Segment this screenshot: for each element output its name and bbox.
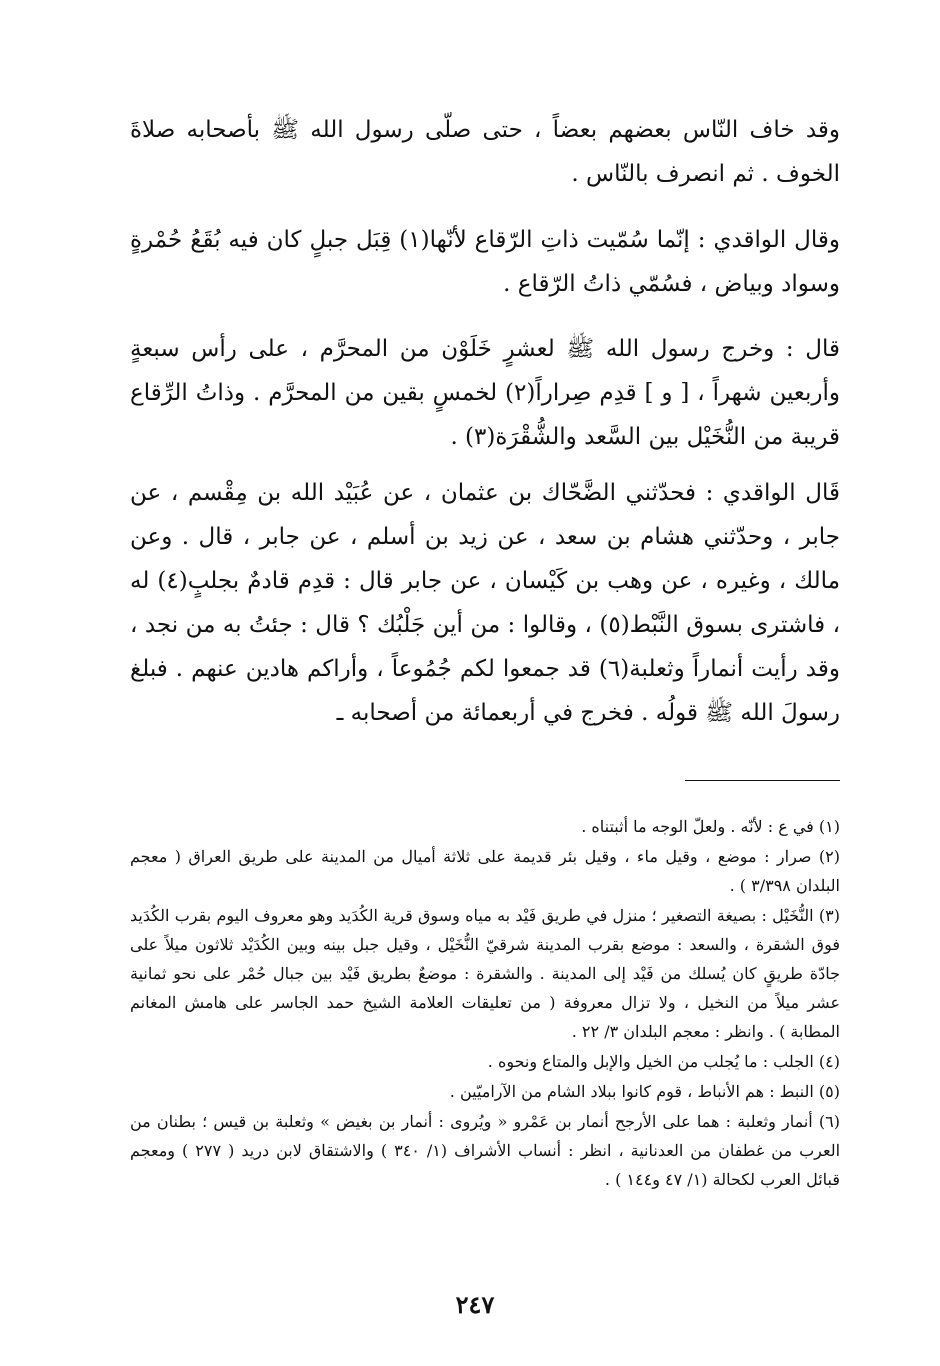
footnote-1: (١) في ع : لأنّه . ولعلّ الوجه ما أثبتناه . bbox=[581, 817, 840, 836]
footnote-2: (٢) صرار : موضع ، وقيل ماء ، وقيل بئر قديمة على ثلاثة أميال من المدينة على طريق العراق ( معجم البلدان ٣/٣٩٨ ) . bbox=[130, 847, 840, 895]
body-paragraph-2 bbox=[130, 218, 840, 306]
paragraph-text: وقد خاف النّاس بعضهم بعضاً ، حتى صلّى رسول الله ﷺ بأصحابه صلاةَ الخوف . ثم انصرف بالنّاس . bbox=[130, 117, 840, 187]
footnotes-section bbox=[130, 812, 840, 1195]
footnote-3: (٣) النُّخَيْل : بصيغة التصغير ؛ منزل في طريق فَيْد به مياه وسوق قرية الكُدَيد وهو معروف اليوم بقرب الكُدَيد فوق الشقرة ، والسعد : موضع بقرب المدينة شرقيّ النُّخَيْل ، وقيل جبل بينه وبين الكُدَيْد ثلاثون ميلاً على جادّة طريقٍ كان يُسلك من فَيْد إلى المدينة . والشقرة : موضعٌ بطريق فَيْد بين جبال حُمْر على نحو ثمانية عشر ميلاً من النخيل ، ولا تزال معروفة ( من تعليقات العلامة الشيخ حمد الجاسر على هامش المغانم المطابة ) . وانظر : معجم البلدان ٣/ ٢٢ . bbox=[130, 906, 840, 1041]
footnote-4: (٤) الجلب : ما يُجلب من الخيل والإبل والمتاع ونحوه . bbox=[487, 1052, 840, 1071]
paragraph-text: قَال الواقدي : فحدّثني الضَّحّاك بن عثمان ، عن عُبَيْد الله بن مِقْسم ، عن جابر ، وحدّثني هشام بن سعد ، عن زيد بن أسلم ، عن جابر ، قال . وعن مالك ، وغيره ، عن وهب بن كَيْسان ، عن جابر قال : قدِم قادمٌ بجلبٍ(٤) له ، فاشترى بسوق النَّبْط(٥) ، وقالوا : من أين جَلْبُك ؟ قال : جئتُ به من نجد ، وقد رأيت أنماراً وثعلبة(٦) قد جمعوا لكم جُمُوعاً ، وأراكم هادين عنهم . فبلغ رسولَ الله ﷺ قولُه . فخرج في أربعمائة من أصحابه ـ bbox=[130, 480, 841, 726]
paragraph-text: قال : وخرج رسول الله ﷺ لعشرٍ خَلَوْن من المحرَّم ، على رأس سبعةٍ وأربعين شهراً ، [ و ] قدِم صِراراً(٢) لخمسٍ بقين من المحرَّم . وذاتُ الرِّقاع قريبة من النُّخَيْل بين السَّعد والشُّقْرَة(٣) . bbox=[130, 336, 840, 450]
body-paragraph-4 bbox=[130, 471, 840, 735]
footnote-separator bbox=[685, 780, 840, 781]
footnote-6: (٦) أنمار وثعلبة : هما على الأرجح أنمار بن عَمْرو « ويُروى : أنمار بن بغيض » وثعلبة بن قيس ؛ بطنان من العرب من غطفان من العدنانية ، انظر : أنساب الأشراف (١/ ٣٤٠ ) والاشتقاق لابن دريد ( ٢٧٧ ) ومعجم قبائل العرب لكحالة (١/ ٤٧ و١٤٤ ) . bbox=[130, 1112, 841, 1189]
paragraph-text: وقال الواقدي : إنّما سُمّيت ذاتِ الرّقاع لأنّها(١) قِبَل جبلٍ كان فيه بُقَعُ حُمْرةٍ وسواد وبياض ، فسُمّي ذاتُ الرّقاع . bbox=[130, 227, 840, 297]
body-paragraph-1 bbox=[130, 108, 840, 196]
body-paragraph-3 bbox=[130, 327, 840, 459]
footnote-5: (٥) النبط : هم الأنباط ، قوم كانوا ببلاد الشام من الآراميّين . bbox=[449, 1082, 840, 1101]
page-number: ٢٤٧ bbox=[455, 1290, 495, 1319]
